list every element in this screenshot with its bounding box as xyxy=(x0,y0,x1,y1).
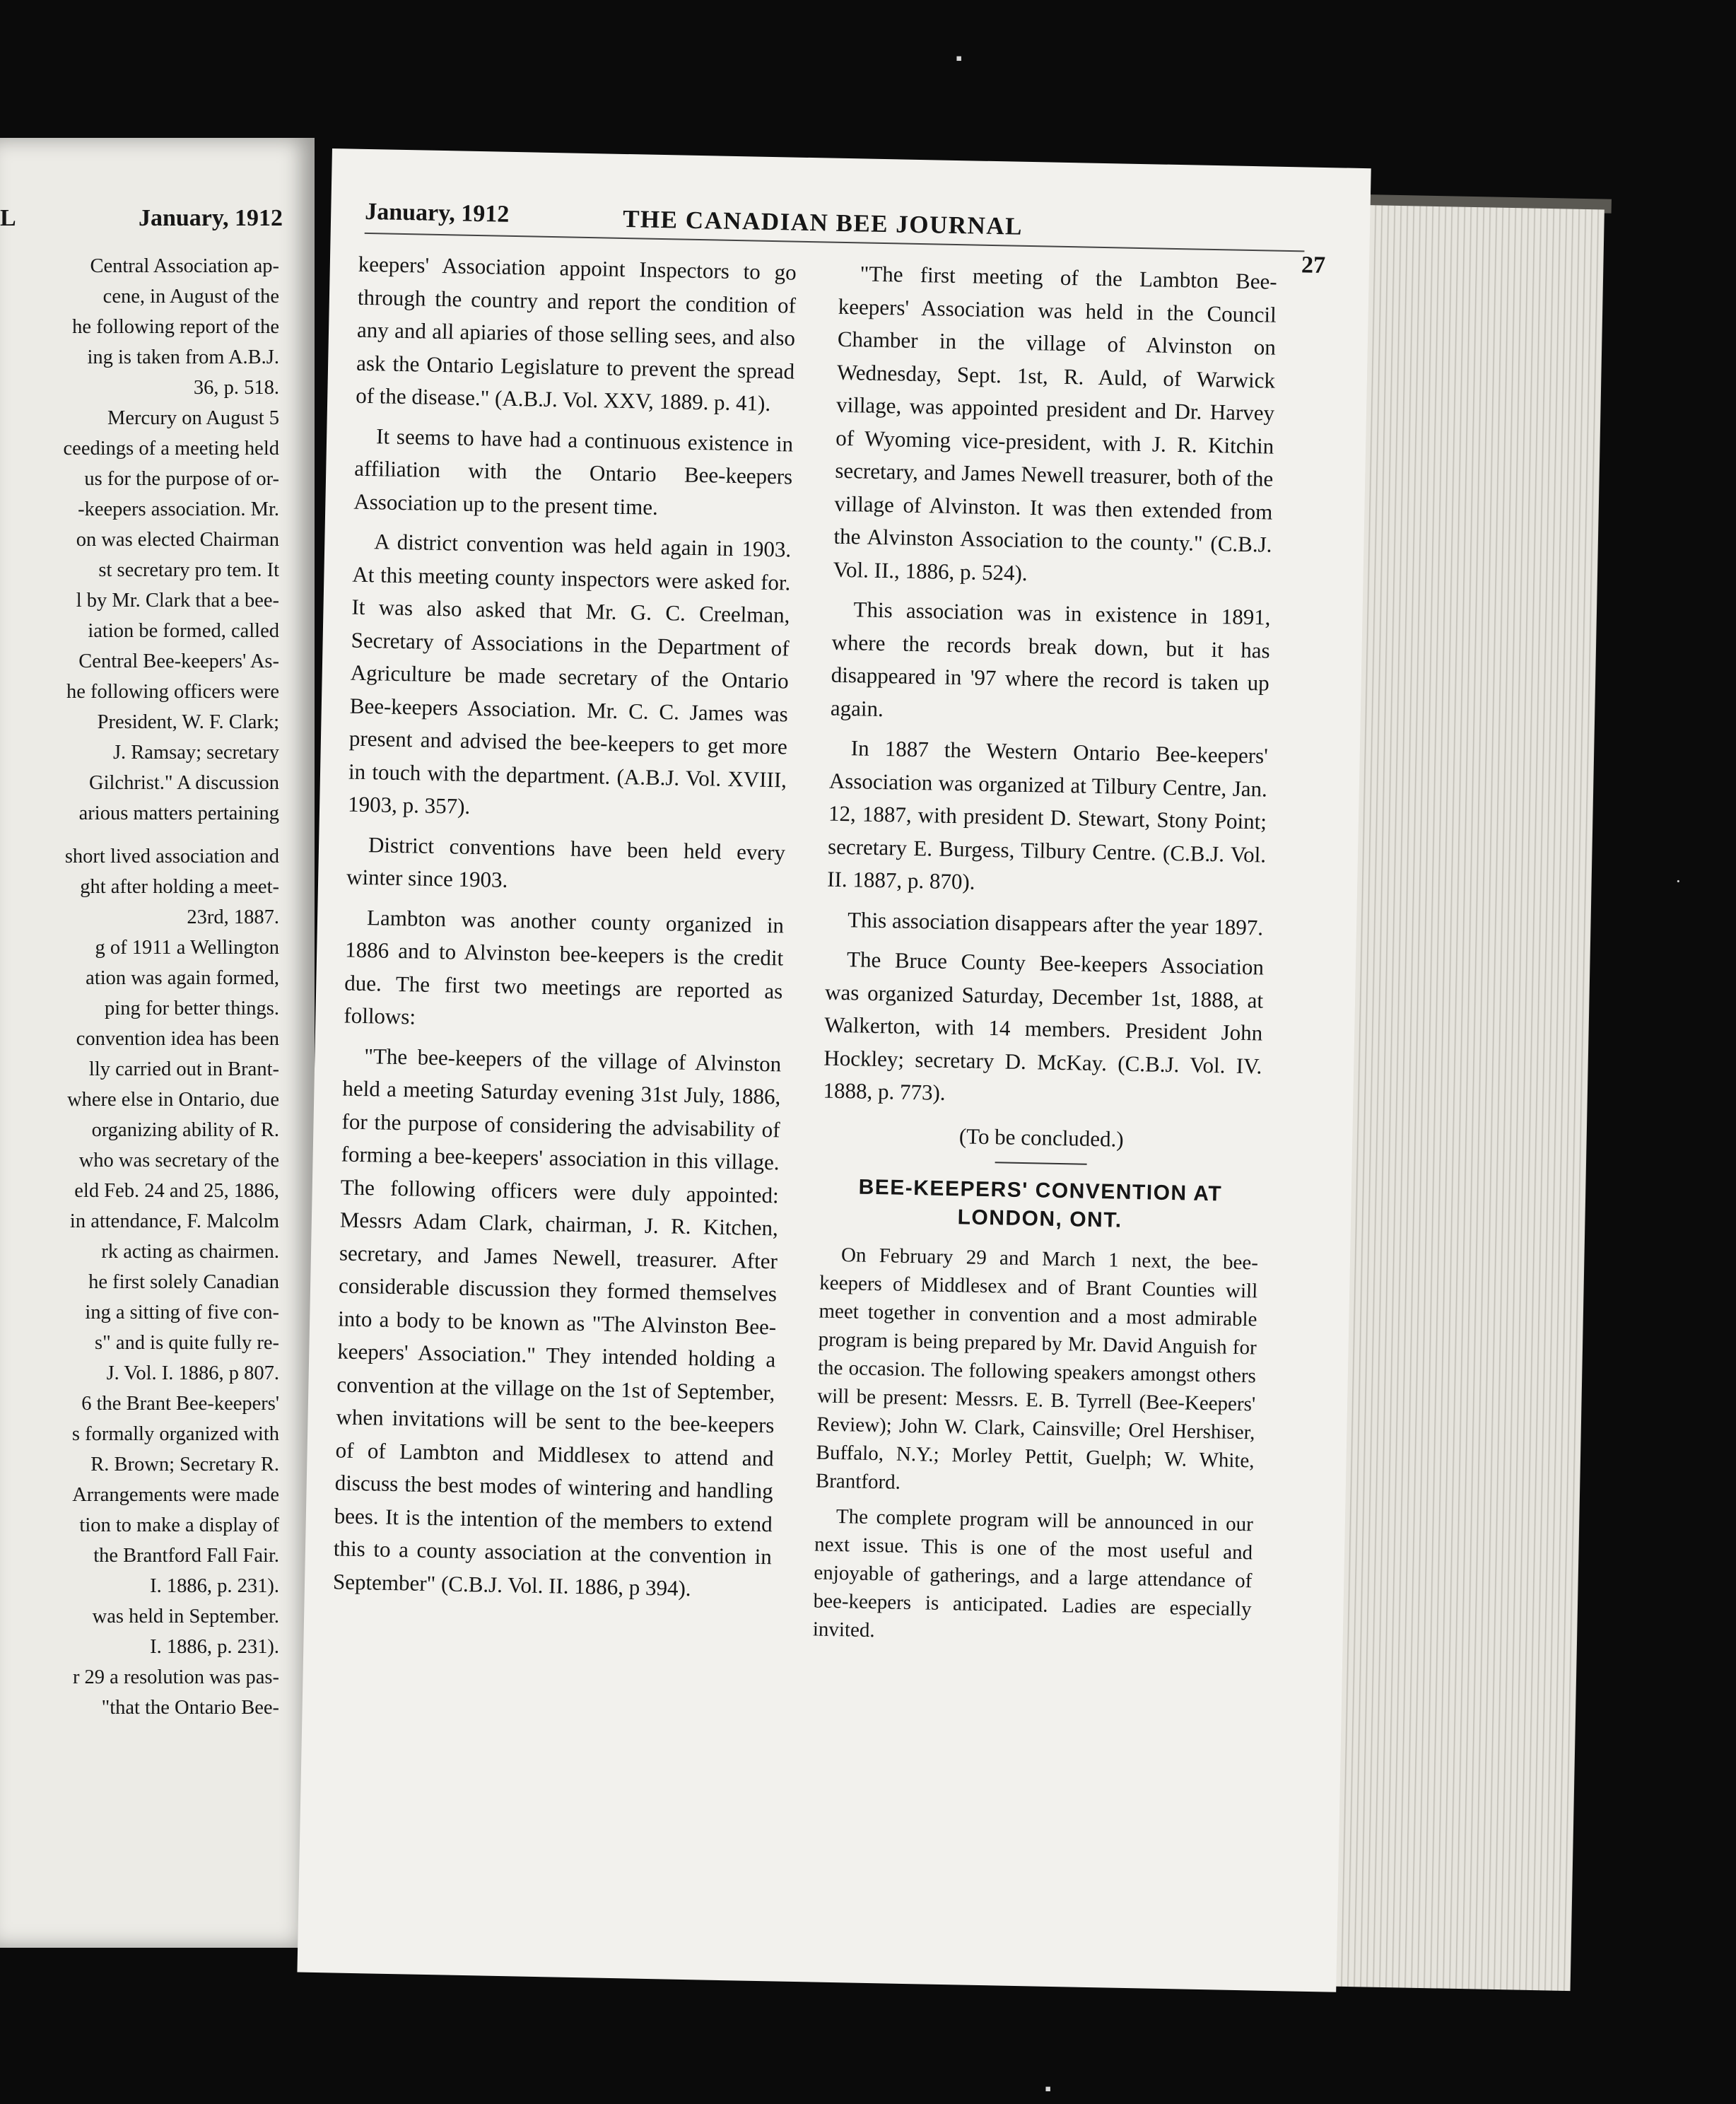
left-header-date: January, 1912 xyxy=(138,205,283,231)
left-page-line: 6 the Brant Bee-keepers' xyxy=(81,1393,279,1415)
left-page-line: President, W. F. Clark; xyxy=(97,711,279,733)
left-page-line: Central Bee-keepers' As- xyxy=(78,650,279,672)
left-page-line: eld Feb. 24 and 25, 1886, xyxy=(74,1180,279,1202)
left-page-line: I. 1886, p. 231). xyxy=(150,1575,279,1597)
left-page-line: ation was again formed, xyxy=(86,967,279,989)
left-page-line: R. Brown; Secretary R. xyxy=(90,1454,279,1475)
left-page-line: s" and is quite fully re- xyxy=(95,1332,279,1354)
left-page-text-column xyxy=(0,251,279,1723)
left-page-line: 23rd, 1887. xyxy=(187,906,279,928)
left-page-line: r 29 a resolution was pas- xyxy=(72,1666,279,1688)
left-page-line: tion to make a display of xyxy=(79,1514,279,1536)
left-page-line: Mercury on August 5 xyxy=(107,407,279,429)
text-column-right xyxy=(812,257,1277,1659)
left-page-line: the Brantford Fall Fair. xyxy=(93,1545,279,1567)
left-page-line: short lived association and xyxy=(64,846,279,867)
to-be-concluded-note: (To be concluded.) xyxy=(958,1123,1125,1152)
article-heading-line-2: LONDON, ONT. xyxy=(957,1205,1122,1232)
left-page-line: he following report of the xyxy=(72,316,279,338)
left-page-line: he first solely Canadian xyxy=(88,1271,279,1293)
paragraph: Lambton was another county organized in 1886 and to Alvinston bee-keepers is the credit due. The first two meetings are reported as follows: xyxy=(344,904,785,1029)
paragraph: In 1887 the Western Ontario Bee-keepers' Association was organized at Tilbury Centre, Jan. 12, 1887, with president D. Stewart, Stony Point; secretary E. Burgess, Tilbury Centre. (C.B.J. Vol. II. 1887, p. 870). xyxy=(826,735,1269,894)
left-page-line: J. Vol. I. 1886, p 807. xyxy=(106,1362,279,1384)
paragraph: The Bruce County Bee-keepers Association was organized Saturday, December 1st, 1888, at Walkerton, with 14 members. President John Hockley; secretary D. McKay. (C.B.J. Vol. IV. 1888, p. 773). xyxy=(823,947,1265,1105)
header-date: January, 1912 xyxy=(364,198,510,228)
left-page-line: Arrangements were made xyxy=(72,1484,279,1506)
left-header-letter: L xyxy=(0,205,16,231)
left-page-line: cene, in August of the xyxy=(102,286,279,308)
left-page-line: us for the purpose of or- xyxy=(84,468,279,490)
left-page-line: ing a sitting of five con- xyxy=(85,1302,279,1323)
left-page-line: I. 1886, p. 231). xyxy=(150,1636,279,1658)
left-page-line: ing is taken from A.B.J. xyxy=(87,346,279,368)
paragraph: keepers' Association appoint Inspectors to go through the country and report the condition of any and all apiaries of those selling sees, and also ask the Ontario Legislature to prevent the spread of the disease." (A.B.J. Vol. XXV, 1889. p. 41). xyxy=(355,251,797,416)
left-page-line: on was elected Chairman xyxy=(76,529,279,551)
paragraph: The complete program will be announced in our next issue. This is one of the most useful and enjoyable of gatherings, and a large attendance of bee-keepers is anticipated. Ladies are especially invited. xyxy=(812,1505,1254,1642)
left-page-line: "that the Ontario Bee- xyxy=(101,1697,279,1719)
film-speck: ▪ xyxy=(1045,2079,1052,2099)
text-column-left xyxy=(332,248,797,1614)
left-page-line: g of 1911 a Wellington xyxy=(95,937,279,959)
left-page-line: organizing ability of R. xyxy=(91,1119,279,1141)
left-page-line: arious matters pertaining xyxy=(78,802,279,824)
left-page-line: he following officers were xyxy=(66,681,279,703)
left-page-line: Gilchrist." A discussion xyxy=(89,772,279,794)
left-page-line: ceedings of a meeting held xyxy=(63,438,279,460)
left-page-line: ght after holding a meet- xyxy=(80,876,279,898)
left-page-line xyxy=(0,829,279,841)
article-heading-line-1: BEE-KEEPERS' CONVENTION AT xyxy=(858,1175,1223,1206)
journal-title: THE CANADIAN BEE JOURNAL xyxy=(622,204,1024,240)
film-speck: · xyxy=(1675,871,1682,892)
left-page-line: Central Association ap- xyxy=(90,255,279,277)
left-page-line: -keepers association. Mr. xyxy=(78,498,279,520)
left-page-line: J. Ramsay; secretary xyxy=(112,742,279,764)
left-page-line: rk acting as chairmen. xyxy=(101,1241,279,1263)
left-page-line: was held in September. xyxy=(92,1606,279,1627)
paragraph: It seems to have had a continuous existence in affiliation with the Ontario Bee-keepers Association up to the present time. xyxy=(353,423,794,520)
left-page-line: s formally organized with xyxy=(71,1423,279,1445)
article-heading xyxy=(821,1173,1260,1238)
left-page-line: l by Mr. Clark that a bee- xyxy=(76,590,279,612)
paragraph: A district convention was held again in 1903. At this meeting county inspectors were asked for. It was also asked that Mr. G. C. Creelman, Secretary of Associations in the Department of Agriculture be made secretary of the Ontario Bee-keepers Association. Mr. C. C. James was present and advised the bee-keepers to get more in touch with the department. (A.B.J. Vol. XVIII, 1903, p. 357). xyxy=(347,529,792,819)
page-number: 27 xyxy=(1301,252,1326,279)
film-speck: ▪ xyxy=(956,48,963,69)
paragraph: District conventions have been held every winter since 1903. xyxy=(346,831,786,892)
left-page-line: convention idea has been xyxy=(76,1028,279,1050)
left-page-line: lly carried out in Brant- xyxy=(88,1058,279,1080)
quoted-paragraph: "The first meeting of the Lambton Bee-keepers' Association was held in the Council Chamber in the village of Alvinston on Wednesday, Sept. 1st, R. Auld, of Warwick village, was appointed president and Dr. Harvey of Wyoming vice-president, with J. R. Kitchin secretary, and James Newell treasurer, both of the village of Alvinston. It was then extended from the Alvinston Association to the county." (C.B.J. Vol. II., 1886, p. 524). xyxy=(833,261,1277,585)
left-page xyxy=(0,138,315,1948)
left-page-line: in attendance, F. Malcolm xyxy=(69,1210,279,1232)
quoted-paragraph: "The bee-keepers of the village of Alvinston held a meeting Saturday evening 31st July, 1886, for the purpose of considering the advisability of forming a bee-keepers' association in this village. The following officers were duly appointed: Messrs Adam Clark, chairman, J. R. Kitchen, secretary, and James Newell, treasurer. After considerable discussion they formed themselves into a body to be known as "The Alvinston Bee-keepers' Association." They intended holding a convention at the village on the 1st of September, when invitations will be sent to the bee-keepers of of Lambton and Middlesex to attend and discuss the best modes of wintering and handling bees. It is the intention of the members to extend this to a county association at the convention in September" (C.B.J. Vol. II. 1886, p 394). xyxy=(332,1043,782,1601)
paragraph: On February 29 and March 1 next, the bee-keepers of Middlesex and of Brant Counties will meet together in convention and a most admirable program is being prepared by Mr. David Anguish for the occasion. The following speakers amongst others will be present: Messrs. E. B. Tyrrell (Bee-Keepers' Review); John W. Clark, Cainsville; Orel Hershiser, Buffalo, N.Y.; Morley Pettit, Guelph; W. White, Brantford. xyxy=(815,1244,1259,1494)
left-page-line: iation be formed, called xyxy=(88,620,279,642)
running-header xyxy=(364,198,1326,279)
left-page-line: st secretary pro tem. It xyxy=(98,559,279,581)
left-page-line: 36, p. 518. xyxy=(193,377,279,399)
left-page-line: who was secretary of the xyxy=(78,1150,279,1171)
paragraph: This association disappears after the year 1897. xyxy=(847,906,1264,940)
left-page-line: where else in Ontario, due xyxy=(67,1089,279,1111)
left-page-header xyxy=(0,205,283,232)
left-page-line: ping for better things. xyxy=(105,998,279,1019)
right-page xyxy=(297,148,1371,1992)
section-divider xyxy=(995,1162,1087,1164)
book-page-edges xyxy=(1330,205,1605,1991)
paragraph: This association was in existence in 1891, where the records break down, but it has disappeared in '97 where the record is taken up again. xyxy=(830,597,1271,721)
